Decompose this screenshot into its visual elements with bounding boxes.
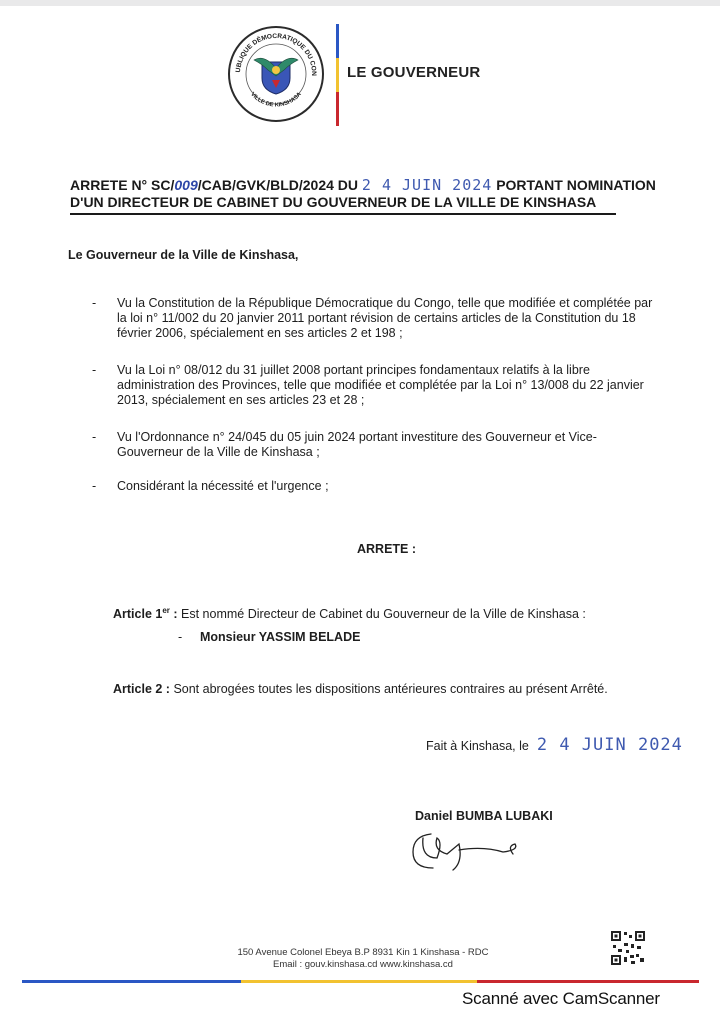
place-date-text: Fait à Kinshasa, le [426, 739, 529, 753]
scanner-watermark: Scanné avec CamScanner [462, 989, 660, 1008]
date-stamp: 2 4 JUIN 2024 [361, 176, 493, 194]
footer-bar-blue [22, 980, 241, 983]
article-1-text: Est nommé Directeur de Cabinet du Gouverneur de la Ville de Kinshasa : [177, 607, 586, 622]
bullet-dash: - [92, 479, 97, 493]
republic-seal [226, 24, 326, 124]
svg-text:RÉPUBLIQUE DÉMOCRATIQUE DU CON: UBLIQUE DÉMOCRATIQUE DU CON [234, 32, 318, 76]
handwritten-signature [403, 828, 533, 876]
date-stamp: 2 4 JUIN 2024 [536, 735, 683, 755]
footer-bar-red [477, 980, 699, 983]
bullet-dash: - [92, 430, 97, 444]
article-2-text: Sont abrogées toutes les dispositions antérieures contraires au présent Arrêté. [169, 682, 608, 696]
decree-title-line1 [70, 176, 656, 194]
title-underline [70, 213, 616, 215]
decree-title-line2: D'UN DIRECTEUR DE CABINET DU GOUVERNEUR DE LA VILLE DE KINSHASA [70, 194, 597, 210]
place-date [426, 735, 683, 755]
svg-text:VILLE DE KINSHASA: VILLE DE KINSHASA [249, 91, 303, 109]
qr-code [610, 930, 646, 966]
considerant-urgence: Considérant la nécessité et l'urgence ; [117, 479, 329, 493]
handwritten-number: 009 [174, 177, 198, 193]
title-suffix: PORTANT NOMINATION [496, 177, 656, 193]
flag-bar-yellow [336, 58, 339, 92]
considerant-constitution: Vu la Constitution de la République Démocratique du Congo, telle que modifiée et complétée par la loi n° 11/002 du 20 janvier 2011 portant révision de certains articles de la Constitution du 18 février 2006, spécialement en ses articles 2 et 198 ; [117, 296, 653, 340]
signatory-name: Daniel BUMBA LUBAKI [415, 809, 553, 823]
addressee: Le Gouverneur de la Ville de Kinshasa, [68, 248, 299, 262]
bullet-dash: - [92, 296, 97, 310]
article-1 [113, 603, 586, 622]
article-2 [113, 682, 608, 697]
footer-address-line: 150 Avenue Colonel Ebeya B.P 8931 Kin 1 Kinshasa - RDC [237, 947, 489, 958]
bullet-dash: - [178, 630, 183, 644]
header-title: LE GOUVERNEUR [347, 64, 481, 81]
flag-bar-blue [336, 24, 339, 58]
footer-contact-line: Email : gouv.kinshasa.cd www.kinshasa.cd [273, 959, 453, 970]
flag-bar-red [336, 92, 339, 126]
nominee-name: Monsieur YASSIM BELADE [200, 630, 361, 644]
bullet-dash: - [92, 363, 97, 377]
considerant-loi-provinces: Vu la Loi n° 08/012 du 31 juillet 2008 portant principes fondamentaux relatifs à la libre administration des Provinces, telle que modifiée et complétée par la Loi n° 13/008 du 22 janvier 2013, spécialement en ses articles 23 et 28 ; [117, 363, 644, 407]
title-middle: /CAB/GVK/BLD/2024 DU [197, 177, 359, 193]
footer-address [150, 947, 576, 971]
considerant-ordonnance: Vu l'Ordonnance n° 24/045 du 05 juin 2024 portant investiture des Gouverneur et Vice-Gouverneur de la Ville de Kinshasa ; [117, 430, 597, 459]
arrete-heading: ARRETE : [357, 542, 417, 556]
article-2-label: Article 2 : [113, 682, 170, 696]
article-1-label: Article 1er : [113, 606, 178, 622]
title-prefix: ARRETE N° SC/ [70, 177, 175, 193]
top-strip [0, 0, 720, 6]
footer-bar-yellow [241, 980, 477, 983]
